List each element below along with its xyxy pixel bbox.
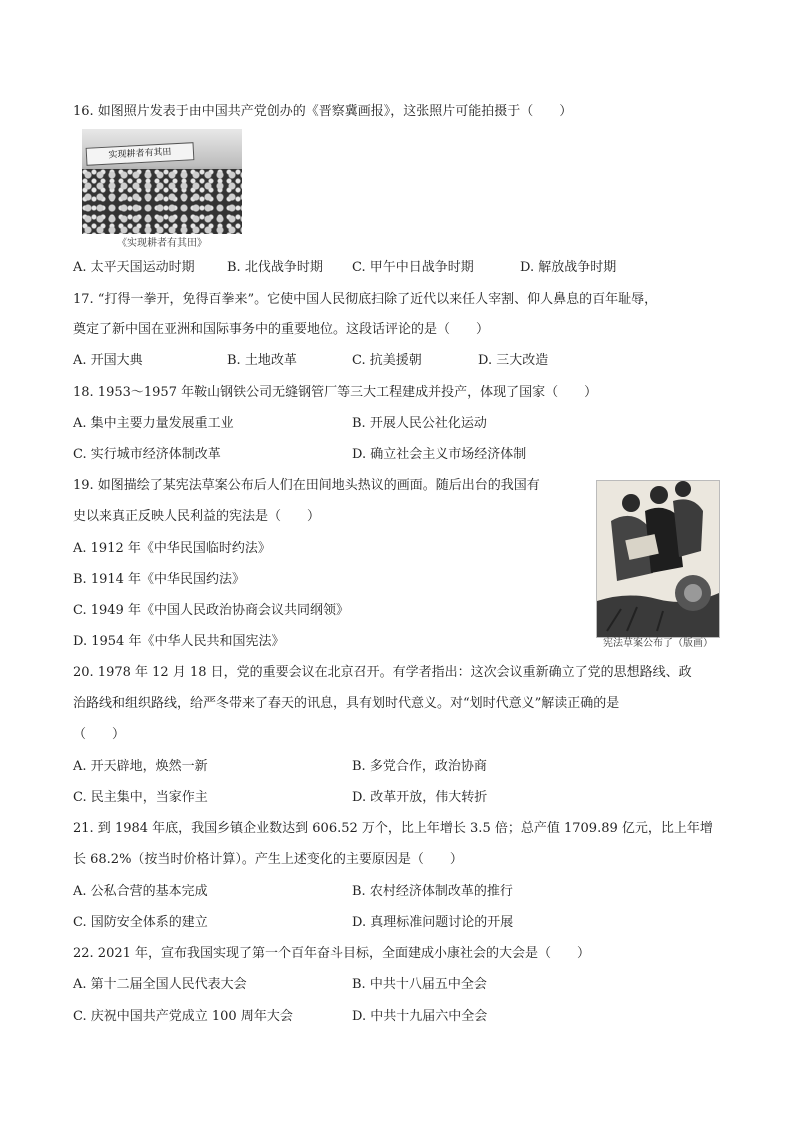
q22-option-d[interactable]: D. 中共十九届六中全会 — [352, 1009, 488, 1024]
q20-option-c[interactable]: C. 民主集中，当家作主 — [73, 790, 208, 805]
q18-option-b[interactable]: B. 开展人民公社化运动 — [352, 416, 487, 431]
q18-option-c[interactable]: C. 实行城市经济体制改革 — [73, 447, 221, 462]
q19-image-caption: 宪法草案公布了（版画） — [603, 638, 713, 649]
q17-option-a[interactable]: A. 开国大典 — [73, 353, 143, 368]
q17-option-b[interactable]: B. 土地改革 — [227, 353, 297, 368]
q16-option-b[interactable]: B. 北伐战争时期 — [227, 260, 323, 275]
q16-photo — [82, 129, 242, 234]
q20-stem-line2: 治路线和组织路线，给严冬带来了春天的讯息，具有划时代意义。对“划时代意义”解读正确的是 — [73, 696, 620, 711]
q21-stem-line2: 长 68.2%（按当时价格计算）。产生上述变化的主要原因是（ ） — [73, 852, 463, 867]
q22-option-b[interactable]: B. 中共十八届五中全会 — [352, 977, 487, 992]
q17-option-c[interactable]: C. 抗美援朝 — [352, 353, 422, 368]
q20-option-b[interactable]: B. 多党合作，政治协商 — [352, 759, 487, 774]
q22-stem: 22. 2021 年，宣布我国实现了第一个百年奋斗目标，全面建成小康社会的大会是（ ） — [73, 946, 591, 961]
q19-option-a[interactable]: A. 1912 年《中华民国临时约法》 — [73, 541, 271, 556]
q16-photo-banner: 实现耕者有其田 — [86, 142, 195, 166]
q16-image-caption: 《实现耕者有其田》 — [117, 238, 207, 249]
q19-stem-line1: 19. 如图描绘了某宪法草案公布后人们在田间地头热议的画面。随后出台的我国有 — [73, 478, 540, 493]
q22-option-c[interactable]: C. 庆祝中国共产党成立 100 周年大会 — [73, 1009, 293, 1024]
q16-option-a[interactable]: A. 太平天国运动时期 — [73, 260, 195, 275]
q17-option-d[interactable]: D. 三大改造 — [478, 353, 549, 368]
q17-stem-line2: 奠定了新中国在亚洲和国际事务中的重要地位。这段话评论的是（ ） — [73, 322, 490, 337]
q18-stem: 18. 1953～1957 年鞍山钢铁公司无缝钢管厂等三大工程建成并投产，体现了国家（ ） — [73, 385, 598, 400]
woodcut-illustration — [597, 481, 719, 637]
q20-option-d[interactable]: D. 改革开放，伟大转折 — [352, 790, 488, 805]
q16-option-d[interactable]: D. 解放战争时期 — [520, 260, 617, 275]
q19-stem-line2: 史以来真正反映人民利益的宪法是（ ） — [73, 509, 321, 524]
q20-option-a[interactable]: A. 开天辟地，焕然一新 — [73, 759, 208, 774]
q16-option-c[interactable]: C. 甲午中日战争时期 — [352, 260, 474, 275]
q21-option-d[interactable]: D. 真理标准问题讨论的开展 — [352, 915, 514, 930]
q16-photo-crowd — [82, 169, 242, 234]
q21-stem-line1: 21. 到 1984 年底，我国乡镇企业数达到 606.52 万个，比上年增长 3.5 倍；总产值 1709.89 亿元，比上年增 — [73, 821, 713, 836]
q18-option-d[interactable]: D. 确立社会主义市场经济体制 — [352, 447, 527, 462]
q19-option-d[interactable]: D. 1954 年《中华人民共和国宪法》 — [73, 634, 285, 649]
q21-option-b[interactable]: B. 农村经济体制改革的推行 — [352, 884, 513, 899]
q20-stem-line3: （ ） — [73, 727, 126, 742]
q16-stem: 16. 如图照片发表于由中国共产党创办的《晋察冀画报》，这张照片可能拍摄于（ ） — [73, 104, 573, 119]
q17-stem-line1: 17. “打得一拳开，免得百拳来”。它使中国人民彻底扫除了近代以来任人宰割、仰人鼻息的百年耻辱， — [73, 292, 658, 307]
q22-option-a[interactable]: A. 第十二届全国人民代表大会 — [73, 977, 247, 992]
q19-option-c[interactable]: C. 1949 年《中国人民政治协商会议共同纲领》 — [73, 603, 349, 618]
q20-stem-line1: 20. 1978 年 12 月 18 日，党的重要会议在北京召开。有学者指出：这次会议重新确立了党的思想路线、政 — [73, 665, 692, 680]
q21-option-a[interactable]: A. 公私合营的基本完成 — [73, 884, 208, 899]
q21-option-c[interactable]: C. 国防安全体系的建立 — [73, 915, 208, 930]
q18-option-a[interactable]: A. 集中主要力量发展重工业 — [73, 416, 234, 431]
q19-option-b[interactable]: B. 1914 年《中华民国约法》 — [73, 572, 246, 587]
q19-woodcut-image — [596, 480, 720, 638]
